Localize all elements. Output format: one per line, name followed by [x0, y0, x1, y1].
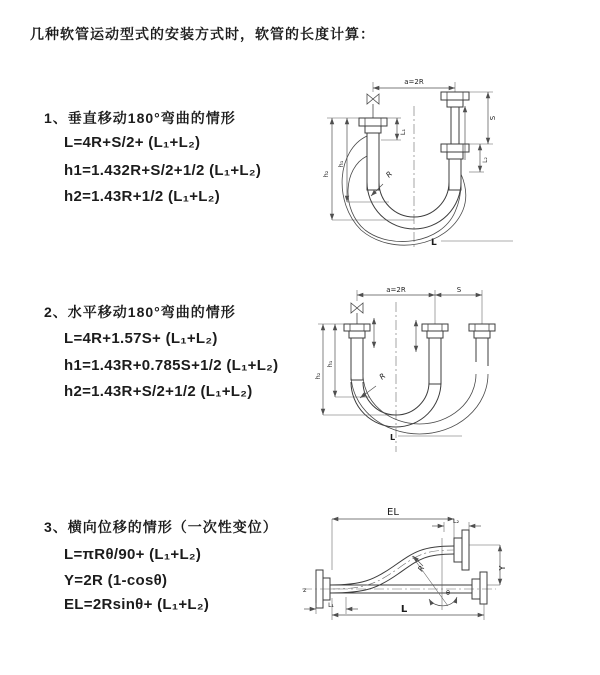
diagram-vertical-u-bend [315, 72, 587, 258]
dimension-h1 [318, 324, 370, 397]
dimension-a2r [357, 286, 482, 324]
angle-construction [412, 538, 457, 610]
left-hose-braid [367, 133, 379, 190]
svg-text:R: R [377, 371, 388, 382]
svg-text:Y: Y [498, 565, 507, 571]
dimension-a2r [373, 78, 455, 92]
radius-label [371, 169, 394, 196]
formula-3-el: EL=2Rsinθ+ (L₁+L₂) [64, 596, 210, 613]
formula-1-h2: h2=1.43R+1/2 (L₁+L₂) [64, 188, 221, 205]
right-hose-braid [449, 159, 461, 190]
svg-text:L: L [390, 433, 396, 442]
right-hose [476, 338, 488, 366]
page-title: 几种软管运动型式的安装方式时，软管的长度计算： [30, 26, 375, 42]
svg-text:h₂: h₂ [322, 170, 330, 178]
svg-text:L₂: L₂ [452, 517, 460, 525]
svg-text:h₁: h₁ [326, 360, 334, 368]
middle-hose-braid [429, 338, 441, 384]
upper-right-flange [454, 530, 469, 570]
dimension-s [469, 92, 497, 144]
left-hose-braid [351, 338, 363, 380]
length-label [390, 433, 462, 442]
flanges [344, 324, 495, 338]
dimension-s [435, 286, 482, 295]
valve-icon [367, 94, 379, 118]
dimension-l1 [381, 118, 407, 140]
svg-text:h₂: h₂ [314, 372, 322, 380]
svg-text:EL: EL [387, 507, 399, 518]
valve-icon [351, 303, 363, 324]
svg-text:a=2R: a=2R [404, 78, 424, 86]
straight-pipe-position [302, 572, 496, 604]
svg-text:h₁: h₁ [337, 160, 345, 168]
formula-1-h1: h1=1.432R+S/2+1/2 (L₁+L₂) [64, 162, 262, 179]
svg-text:S: S [456, 286, 462, 294]
svg-text:L₁: L₁ [328, 602, 334, 609]
centerline-z-mark: z [303, 586, 307, 594]
diagram-lateral-displacement [296, 502, 598, 650]
displaced-hose-s-curve [330, 546, 454, 593]
svg-text:S: S [489, 115, 497, 121]
svg-text:a=2R: a=2R [386, 286, 406, 294]
diagram-horizontal-u-bend [312, 282, 584, 460]
section-3-heading: 3、横向位移的情形（一次性变位） [44, 519, 278, 535]
svg-text:L₂: L₂ [482, 157, 489, 163]
svg-text:L: L [431, 238, 437, 248]
formula-2-l: L=4R+1.57S+ (L₁+L₂) [64, 330, 218, 347]
radius-label [413, 556, 426, 573]
svg-text:θ: θ [446, 589, 450, 597]
formula-2-h1: h1=1.43R+0.785S+1/2 (L₁+L₂) [64, 357, 279, 374]
hose-u-curves [351, 374, 488, 434]
dimension-el [332, 507, 454, 570]
section-1-heading: 1、垂直移动180°弯曲的情形 [44, 110, 236, 126]
length-label [431, 238, 513, 248]
left-leg-flange [359, 118, 387, 133]
formula-3-y: Y=2R (1-cosθ) [64, 572, 168, 589]
formula-3-l: L=πRθ/90+ (L₁+L₂) [64, 546, 202, 563]
svg-text:R: R [415, 563, 427, 573]
svg-text:L: L [400, 604, 408, 615]
formula-2-h2: h2=1.43R+S/2+1/2 (L₁+L₂) [64, 383, 253, 400]
formula-1-l: L=4R+S/2+ (L₁+L₂) [64, 134, 201, 151]
svg-text:R: R [384, 169, 395, 180]
svg-text:L₁: L₁ [399, 128, 407, 136]
section-2-heading: 2、水平移动180°弯曲的情形 [44, 304, 236, 320]
dimension-l1 [304, 597, 358, 614]
dimension-l2 [469, 144, 489, 172]
